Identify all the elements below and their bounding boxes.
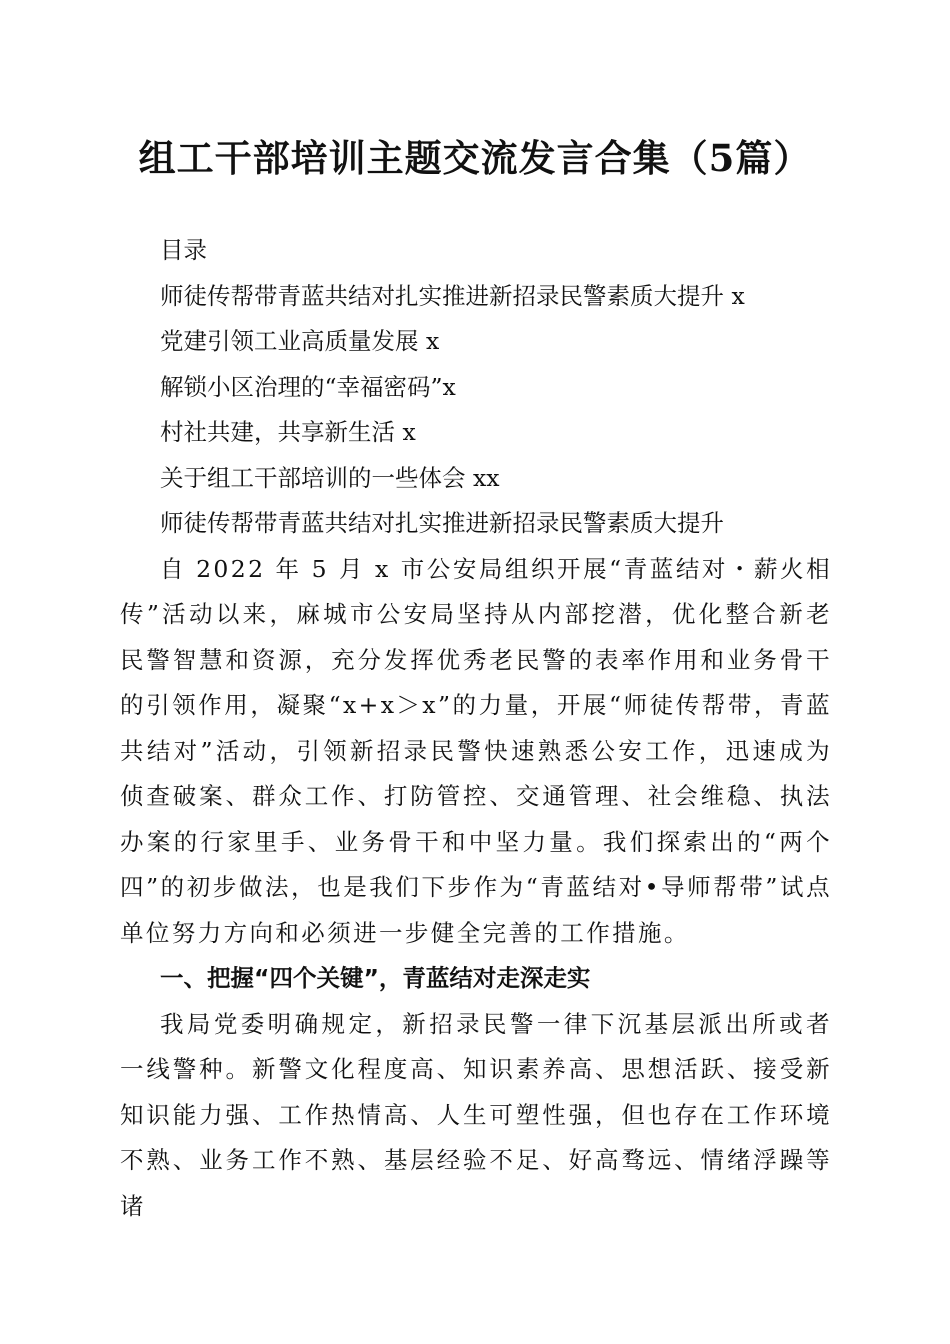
document-title: 组工干部培训主题交流发言合集（5篇） <box>138 136 812 180</box>
toc-item-2: 党建引领工业高质量发展 x <box>160 327 440 355</box>
toc-item-5: 关于组工干部培训的一些体会 xx <box>160 463 500 492</box>
intro-paragraph: 自 2022 年 5 月 x 市公安局组织开展“青蓝结对・薪火相传”活动以来，麻城市公安局坚持从内部挖潜，优化整合新老民警智慧和资源，充分发挥优秀老民警的表率作用和业务骨干的引领作用，凝聚“x+x＞x”的力量，开展“师徒传帮带，青蓝共结对”活动，引领新招录民警快速熟悉公安工作，迅速成为侦查破案、群众工作、打防管控、交通管理、社会维稳、执法办案的行家里手、业务骨干和中坚力量。我们探索出的“两个四”的初步做法，也是我们下步作为“青蓝结对•导师帮带”试点单位努力方向和必须进一步健全完善的工作措施。 <box>120 554 832 947</box>
toc-item-3: 解锁小区治理的“幸福密码”x <box>160 372 456 401</box>
section-paragraph-1: 我局党委明确规定，新招录民警一律下沉基层派出所或者一线警种。新警文化程度高、知识素养高、思想活跃、接受新知识能力强、工作热情高、人生可塑性强，但也存在工作环境不熟、业务工作不熟、基层经验不足、好高骛远、情绪浮躁等诸 <box>120 1009 832 1220</box>
article-title: 师徒传帮带青蓝共结对扎实推进新招录民警素质大提升 <box>160 509 724 537</box>
document-body <box>120 228 832 1229</box>
toc-item-4: 村社共建，共享新生活 x <box>160 418 416 446</box>
section-heading-1: 一、把握“四个关键”，青蓝结对走深走实 <box>160 964 591 992</box>
toc-item-1: 师徒传帮带青蓝共结对扎实推进新招录民警素质大提升 x <box>160 281 745 310</box>
toc-label: 目录 <box>160 236 207 264</box>
